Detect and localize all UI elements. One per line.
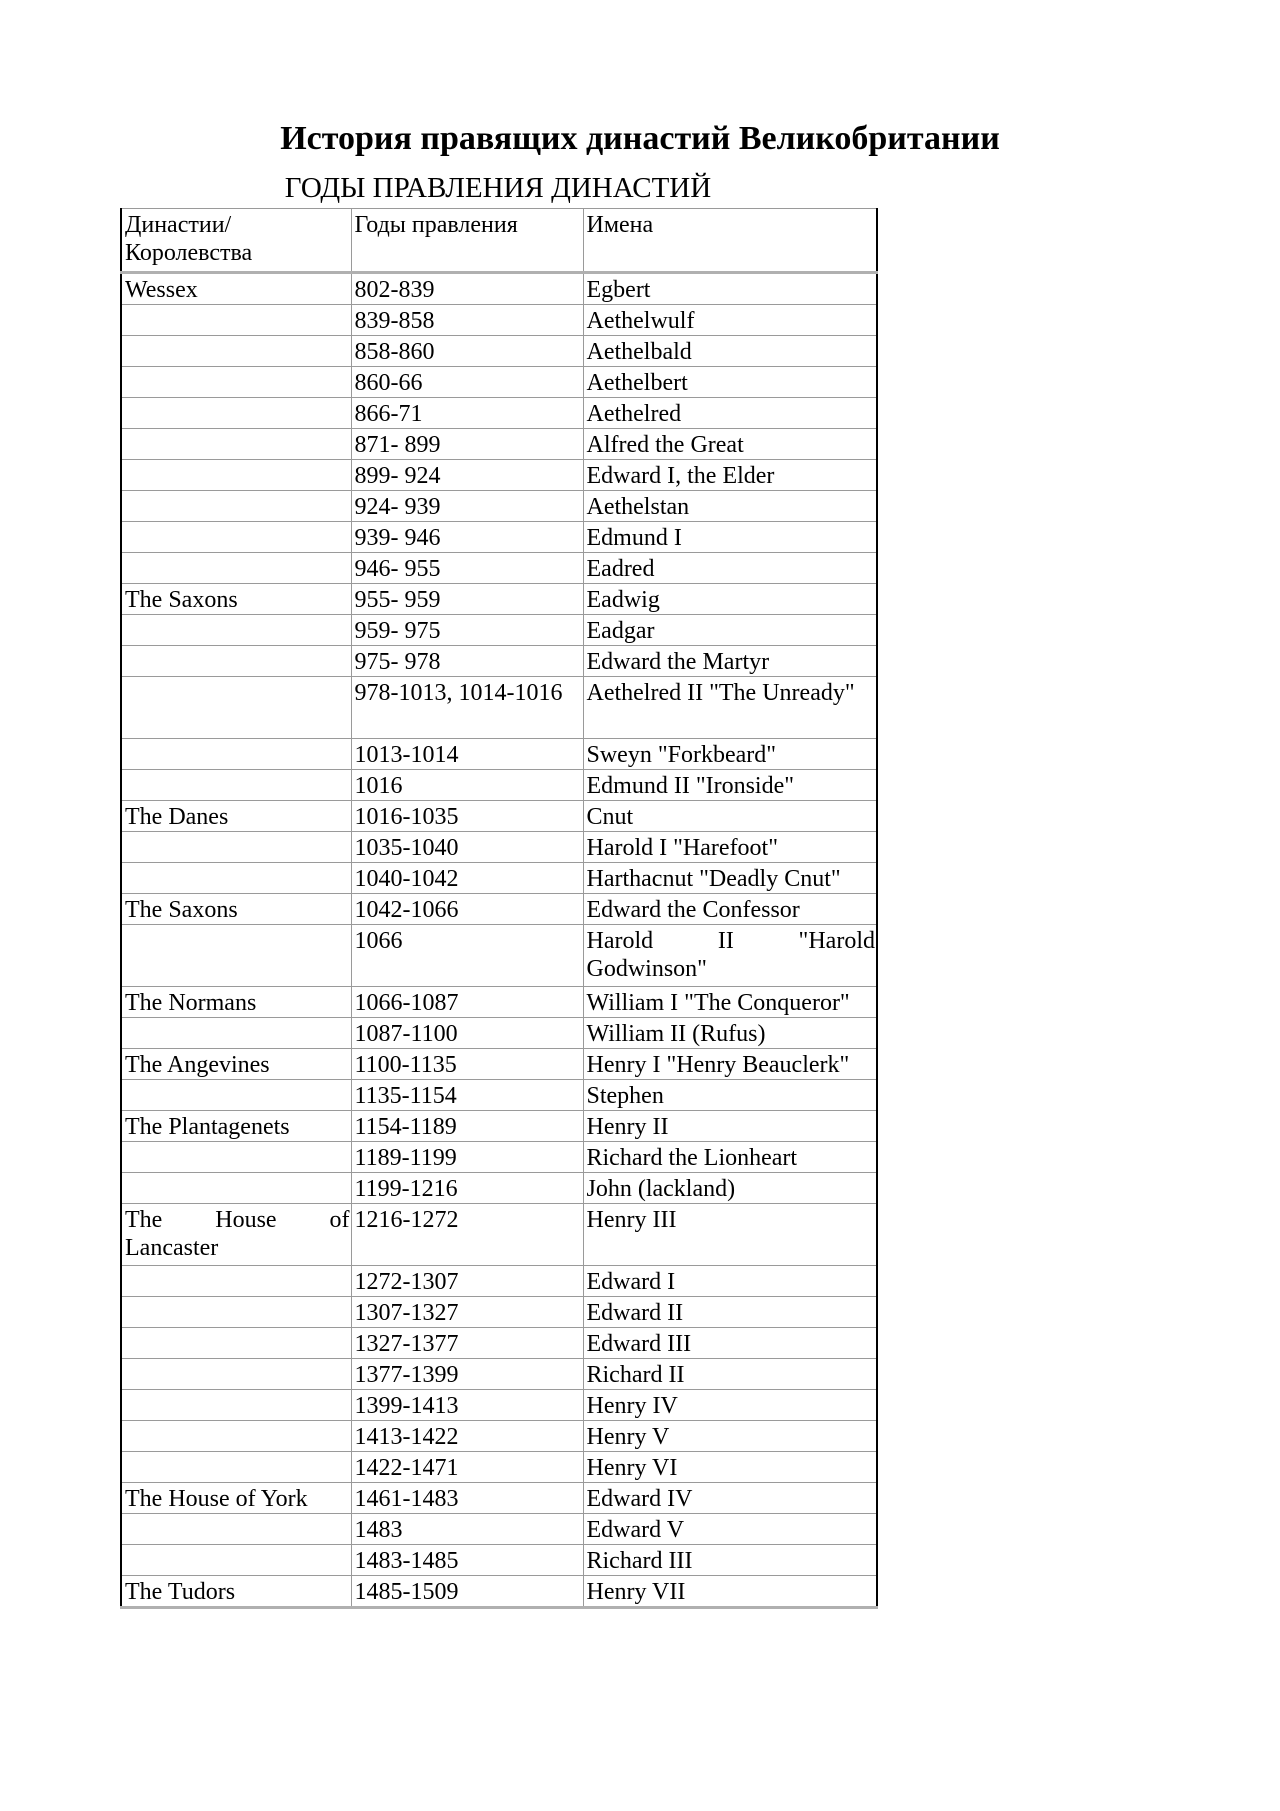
table-row: [121, 1173, 877, 1204]
table-row: [121, 1359, 877, 1390]
dynasty-cell: [121, 367, 351, 398]
years-cell: 1066: [351, 925, 583, 987]
name-cell: Harold II "Harold Godwinson": [583, 925, 877, 987]
name-cell: Edward V: [583, 1514, 877, 1545]
table-row: [121, 894, 877, 925]
column-header-years: Годы правления: [351, 209, 583, 273]
name-cell: Edmund I: [583, 522, 877, 553]
dynasty-cell: [121, 1359, 351, 1390]
dynasty-cell: The Danes: [121, 801, 351, 832]
name-cell: Sweyn "Forkbeard": [583, 739, 877, 770]
name-cell: Edward I: [583, 1266, 877, 1297]
name-cell: Richard II: [583, 1359, 877, 1390]
dynasty-cell: [121, 1452, 351, 1483]
name-cell: Aethelred: [583, 398, 877, 429]
table-row: [121, 646, 877, 677]
table-row: [121, 739, 877, 770]
years-cell: 1016: [351, 770, 583, 801]
name-cell: Edward II: [583, 1297, 877, 1328]
years-cell: 1013-1014: [351, 739, 583, 770]
years-cell: 955- 959: [351, 584, 583, 615]
name-cell: Cnut: [583, 801, 877, 832]
name-cell: Eadgar: [583, 615, 877, 646]
dynasty-cell: The Saxons: [121, 584, 351, 615]
name-cell: Egbert: [583, 273, 877, 305]
table-row: [121, 1452, 877, 1483]
name-cell: William II (Rufus): [583, 1018, 877, 1049]
name-cell: Henry IV: [583, 1390, 877, 1421]
dynasty-cell: [121, 1018, 351, 1049]
table-row: [121, 1142, 877, 1173]
years-cell: 924- 939: [351, 491, 583, 522]
table-row: [121, 987, 877, 1018]
table-row: [121, 1483, 877, 1514]
table-row: [121, 863, 877, 894]
years-cell: 871- 899: [351, 429, 583, 460]
name-cell: Edward IV: [583, 1483, 877, 1514]
dynasty-cell: [121, 677, 351, 739]
name-cell: Aethelbert: [583, 367, 877, 398]
table-row: [121, 553, 877, 584]
years-cell: 1189-1199: [351, 1142, 583, 1173]
dynasty-cell: [121, 522, 351, 553]
years-cell: 839-858: [351, 305, 583, 336]
name-cell: Edward III: [583, 1328, 877, 1359]
table-body: [121, 273, 877, 1608]
page-title: История правящих династий Великобритании: [280, 120, 1000, 157]
years-cell: 1035-1040: [351, 832, 583, 863]
name-cell: Aethelwulf: [583, 305, 877, 336]
table-header-row: [121, 209, 877, 273]
years-cell: 1066-1087: [351, 987, 583, 1018]
years-cell: 1461-1483: [351, 1483, 583, 1514]
name-cell: Eadwig: [583, 584, 877, 615]
table-row: [121, 429, 877, 460]
name-cell: Alfred the Great: [583, 429, 877, 460]
dynasty-cell: [121, 615, 351, 646]
column-header-names: Имена: [583, 209, 877, 273]
table-row: [121, 305, 877, 336]
table-title: ГОДЫ ПРАВЛЕНИЯ ДИНАСТИЙ: [284, 172, 712, 204]
table-row: [121, 398, 877, 429]
years-cell: 1483: [351, 1514, 583, 1545]
dynasty-cell: The Saxons: [121, 894, 351, 925]
dynasty-cell: [121, 925, 351, 987]
years-cell: 1377-1399: [351, 1359, 583, 1390]
name-cell: Henry III: [583, 1204, 877, 1266]
years-cell: 860-66: [351, 367, 583, 398]
name-cell: Richard III: [583, 1545, 877, 1576]
years-cell: 1087-1100: [351, 1018, 583, 1049]
table-row: [121, 460, 877, 491]
years-cell: 1413-1422: [351, 1421, 583, 1452]
years-cell: 1216-1272: [351, 1204, 583, 1266]
years-cell: 1199-1216: [351, 1173, 583, 1204]
dynasty-cell: [121, 1297, 351, 1328]
dynasty-cell: [121, 429, 351, 460]
dynasty-cell: The Normans: [121, 987, 351, 1018]
years-cell: 978-1013, 1014-1016: [351, 677, 583, 739]
table-row: [121, 1328, 877, 1359]
name-cell: Henry II: [583, 1111, 877, 1142]
years-cell: 899- 924: [351, 460, 583, 491]
table-row: [121, 367, 877, 398]
name-cell: Henry V: [583, 1421, 877, 1452]
dynasty-cell: [121, 553, 351, 584]
table-row: [121, 801, 877, 832]
table-row: [121, 770, 877, 801]
table-row: [121, 522, 877, 553]
table-row: [121, 1111, 877, 1142]
years-cell: 1422-1471: [351, 1452, 583, 1483]
table-row: [121, 677, 877, 739]
dynasty-cell: The House of York: [121, 1483, 351, 1514]
dynasty-cell: [121, 1266, 351, 1297]
dynasty-cell: [121, 1173, 351, 1204]
table-row: [121, 273, 877, 305]
years-cell: 1307-1327: [351, 1297, 583, 1328]
name-cell: Henry I "Henry Beauclerk": [583, 1049, 877, 1080]
dynasty-cell: [121, 646, 351, 677]
years-cell: 1399-1413: [351, 1390, 583, 1421]
table-row: [121, 491, 877, 522]
table-row: [121, 336, 877, 367]
table-row: [121, 1297, 877, 1328]
dynasty-reign-table: [120, 208, 878, 1609]
years-cell: 1483-1485: [351, 1545, 583, 1576]
years-cell: 946- 955: [351, 553, 583, 584]
years-cell: 1135-1154: [351, 1080, 583, 1111]
dynasty-cell: The House of Lancaster: [121, 1204, 351, 1266]
dynasty-cell: [121, 770, 351, 801]
table-row: [121, 1049, 877, 1080]
years-cell: 959- 975: [351, 615, 583, 646]
table-row: [121, 615, 877, 646]
years-cell: 1042-1066: [351, 894, 583, 925]
years-cell: 1327-1377: [351, 1328, 583, 1359]
years-cell: 1040-1042: [351, 863, 583, 894]
years-cell: 1016-1035: [351, 801, 583, 832]
name-cell: Aethelred II "The Unready": [583, 677, 877, 739]
dynasty-cell: [121, 1142, 351, 1173]
name-cell: Harthacnut "Deadly Cnut": [583, 863, 877, 894]
dynasty-cell: [121, 1328, 351, 1359]
table-row: [121, 1018, 877, 1049]
name-cell: Edmund II "Ironside": [583, 770, 877, 801]
table-row: [121, 1514, 877, 1545]
table-row: [121, 832, 877, 863]
name-cell: Edward the Confessor: [583, 894, 877, 925]
name-cell: Richard the Lionheart: [583, 1142, 877, 1173]
dynasty-cell: [121, 460, 351, 491]
years-cell: 939- 946: [351, 522, 583, 553]
name-cell: John (lackland): [583, 1173, 877, 1204]
column-header-dynasty: Династии/ Королевства: [121, 209, 351, 273]
table-row: [121, 1421, 877, 1452]
name-cell: Harold I "Harefoot": [583, 832, 877, 863]
table-row: [121, 925, 877, 987]
table-row: [121, 584, 877, 615]
dynasty-cell: [121, 305, 351, 336]
name-cell: Stephen: [583, 1080, 877, 1111]
table-row: [121, 1545, 877, 1576]
name-cell: Aethelstan: [583, 491, 877, 522]
dynasty-cell: [121, 398, 351, 429]
dynasty-cell: [121, 336, 351, 367]
dynasty-cell: [121, 832, 351, 863]
dynasty-cell: The Angevines: [121, 1049, 351, 1080]
name-cell: Aethelbald: [583, 336, 877, 367]
dynasty-cell: [121, 1390, 351, 1421]
name-cell: Henry VII: [583, 1576, 877, 1608]
name-cell: William I "The Conqueror": [583, 987, 877, 1018]
dynasty-cell: [121, 739, 351, 770]
dynasty-cell: Wessex: [121, 273, 351, 305]
table-row: [121, 1266, 877, 1297]
years-cell: 1154-1189: [351, 1111, 583, 1142]
name-cell: Edward the Martyr: [583, 646, 877, 677]
dynasty-cell: [121, 1421, 351, 1452]
name-cell: Henry VI: [583, 1452, 877, 1483]
name-cell: Edward I, the Elder: [583, 460, 877, 491]
dynasty-cell: [121, 1514, 351, 1545]
dynasty-cell: [121, 491, 351, 522]
dynasty-cell: The Plantagenets: [121, 1111, 351, 1142]
years-cell: 1272-1307: [351, 1266, 583, 1297]
table-row: [121, 1576, 877, 1608]
years-cell: 1485-1509: [351, 1576, 583, 1608]
table-row: [121, 1390, 877, 1421]
dynasty-cell: [121, 1080, 351, 1111]
dynasty-cell: [121, 863, 351, 894]
years-cell: 866-71: [351, 398, 583, 429]
table-row: [121, 1204, 877, 1266]
dynasty-cell: [121, 1545, 351, 1576]
years-cell: 802-839: [351, 273, 583, 305]
years-cell: 858-860: [351, 336, 583, 367]
table-row: [121, 1080, 877, 1111]
years-cell: 1100-1135: [351, 1049, 583, 1080]
years-cell: 975- 978: [351, 646, 583, 677]
dynasty-cell: The Tudors: [121, 1576, 351, 1608]
name-cell: Eadred: [583, 553, 877, 584]
